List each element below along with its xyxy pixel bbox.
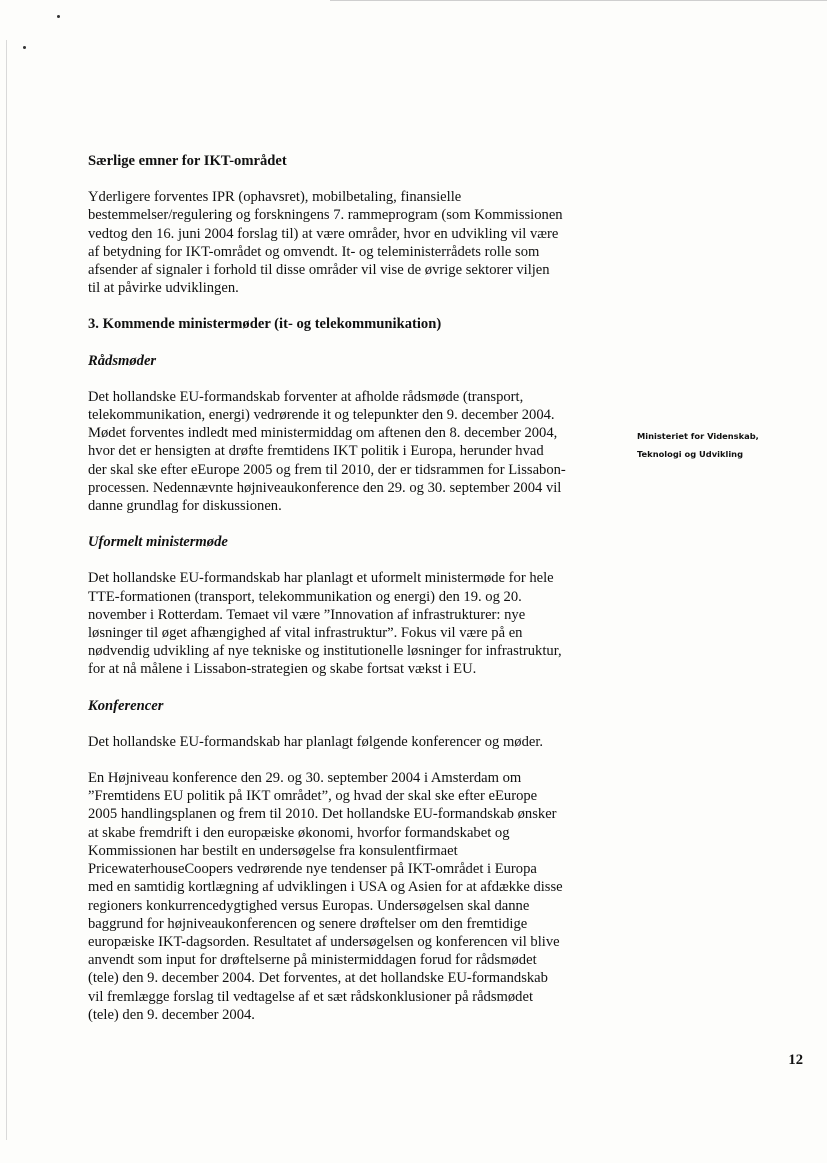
subheading-council-meetings: Rådsmøder (88, 352, 157, 369)
ministry-sidebar-label: Ministeriet for Videnskab, Teknologi og Udvikling (637, 431, 759, 459)
paragraph-council-meetings: Det hollandske EU-formandskab forventer at afholde rådsmøde (transport, telekommunikation, energi) vedrørende it og telepunkter den 9. december 2004. Mødet forventes indledt med ministermiddag om aftenen den 8. december 2004, hvor det er hensigten at drøfte fremtidens IKT politik i Europa, herunder hvad der skal ske efter eEurope 2005 og frem til 2010, der er tidsrammen for Lissabon- processen. Nedennævnte højniveaukonference den 29. og 30. september 2004 vil danne grundlag for diskussionen. (88, 388, 566, 515)
section-heading-ikt-topics: Særlige emner for IKT-området (88, 153, 287, 169)
section-heading-upcoming-meetings: 3. Kommende ministermøder (it- og telekommunikation) (88, 316, 442, 333)
subheading-informal-meeting: Uformelt ministermøde (88, 534, 228, 551)
paragraph-conferences-intro: Det hollandske EU-formandskab har planlagt følgende konferencer og møder. (88, 733, 544, 750)
paragraph-ikt-topics: Yderligere forventes IPR (ophavsret), mobilbetaling, finansielle bestemmelser/regulering og forskningens 7. rammeprogram (som Kommissionen vedtog den 16. juni 2004 forslag til) at være områder, hvor en udvikling vil være af betydning for IKT-området og omvendt. It- og teleministerrådets rolle som afsender af signaler i forhold til disse områder vil vise de øvrige sektorer viljen til at påvirke udviklingen. (88, 189, 563, 297)
subheading-conferences: Konferencer (88, 697, 164, 714)
scan-speck (23, 46, 26, 49)
scan-speck (57, 15, 60, 18)
scan-edge-line (330, 0, 827, 1)
page-number: 12 (788, 1052, 803, 1068)
paragraph-informal-meeting: Det hollandske EU-formandskab har planlagt et uformelt ministermøde for hele TTE-formationen (transport, telekommunikation og energi) den 19. og 20. november i Rotterdam. Temaet vil være ”Innovation af infrastrukturer: nye løsninger til øget afhængighed af vital infrastruktur”. Fokus vil være på en nødvendig udvikling af nye tekniske og institutionelle løsninger for infrastruktur, for at nå målene i Lissabon-strategien og skabe fortsat vækst i EU. (88, 570, 562, 678)
scan-left-edge (6, 40, 7, 1140)
paragraph-high-level-conference: En Højniveau konference den 29. og 30. september 2004 i Amsterdam om ”Fremtidens EU politik på IKT området”, og hvad der skal ske efter eEurope 2005 handlingsplanen og frem til 2010. Det hollandske EU-formandskab ønsker at skabe fremdrift i den europæiske økonomi, hvorfor formandskabet og Kommissionen har bestilt en undersøgelse fra konsulentfirmaet PricewaterhouseCoopers vedrørende nye tendenser på IKT-området i Europa med en samtidig kortlægning af udviklingen i USA og Asien for at afdække disse regioners konkurrencedygtighed versus Europas. Undersøgelsen skal danne baggrund for højniveaukonferencen og senere drøftelser om den fremtidige europæiske IKT-dagsorden. Resultatet af undersøgelsen og konferencen vil blive anvendt som input for drøftelserne på ministermiddagen forud for rådsmødet (tele) den 9. december 2004. Det forventes, at det hollandske EU-formandskab vil fremlægge forslag til vedtagelse af et sæt rådskonklusioner på rådsmødet (tele) den 9. december 2004. (88, 770, 563, 1023)
document-body (88, 152, 608, 1042)
